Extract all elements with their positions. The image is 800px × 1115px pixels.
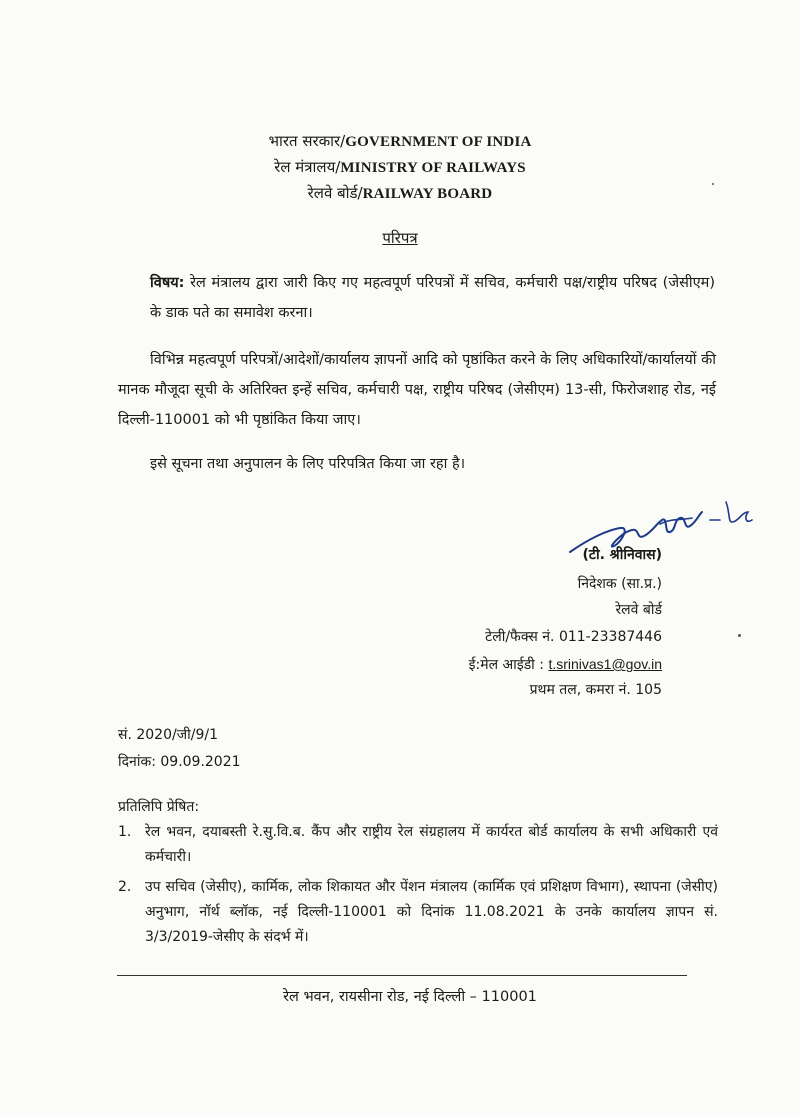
scan-speck <box>712 183 714 185</box>
signatory-phone: टेली/फैक्स नं. 011-23387446 <box>485 629 662 645</box>
subject-paragraph <box>150 268 715 328</box>
list-item-text: रेल भवन, दयाबस्ती रे.सु.वि.ब. कैंप और राष्ट्रीय रेल संग्रहालय में कार्यरत बोर्ड कार्यालय के सभी अधिकारी एवं कर्मचारी। <box>145 824 718 865</box>
subject-text: रेल मंत्रालय द्वारा जारी किए गए महत्वपूर्ण परिपत्रों में सचिव, कर्मचारी पक्ष/राष्ट्रीय परिषद (जेसीएम) के डाक पते का समावेश करना। <box>150 275 715 321</box>
email-label: ई:मेल आईडी : <box>468 657 549 673</box>
list-item <box>118 875 718 950</box>
email-link[interactable]: t.srinivas1@gov.in <box>548 656 662 672</box>
letterhead-government: भारत सरकार/GOVERNMENT OF INDIA <box>268 132 532 150</box>
scan-speck <box>738 634 741 637</box>
signatory-office: रेलवे बोर्ड <box>615 602 662 618</box>
list-item-number: 2. <box>118 879 132 895</box>
signature-block <box>420 490 740 720</box>
body-paragraph-2: इसे सूचना तथा अनुपालन के लिए परिपत्रित किया जा रहा है। <box>150 456 466 472</box>
list-item-number: 1. <box>118 824 132 840</box>
signatory-room: प्रथम तल, कमरा नं. 105 <box>529 682 662 698</box>
document-title: परिपत्र <box>382 229 418 247</box>
signatory-name: (टी. श्रीनिवास) <box>582 547 662 563</box>
reference-date: दिनांक: 09.09.2021 <box>118 754 241 770</box>
subject-label: विषय: <box>150 275 185 291</box>
list-item-text: उप सचिव (जेसीए), कार्मिक, लोक शिकायत और पेंशन मंत्रालय (कार्मिक एवं प्रशिक्षण विभाग), स्थापना (जेसीए) अनुभाग, नॉर्थ ब्लॉक, नई दिल्ली-110001 को दिनांक 11.08.2021 के उनके कार्यालय ज्ञापन सं. 3/3/2019-जेसीए के संदर्भ में। <box>145 879 718 945</box>
signatory-email-line <box>469 652 662 676</box>
body-paragraph-1: विभिन्न महत्वपूर्ण परिपत्रों/आदेशों/कार्यालय ज्ञापनों आदि को पृष्ठांकित करने के लिए अधिकारियों/कार्यालयों की मानक मौजूदा सूची के अतिरिक्त इन्हें सचिव, कर्मचारी पक्ष, राष्ट्रीय परिषद (जेसीएम) 13-सी, फिरोजशाह रोड, नई दिल्ली-110001 को भी पृष्ठांकित किया जाए। <box>118 352 716 428</box>
reference-number: सं. 2020/जी/9/1 <box>118 727 218 743</box>
letterhead-board: रेलवे बोर्ड/RAILWAY BOARD <box>307 184 493 202</box>
signatory-designation: निदेशक (सा.प्र.) <box>577 576 662 592</box>
footer-divider <box>117 975 687 976</box>
letterhead <box>0 128 800 206</box>
letterhead-ministry: रेल मंत्रालय/MINISTRY OF RAILWAYS <box>274 158 526 176</box>
copy-to-list <box>118 820 718 955</box>
list-item <box>118 820 718 870</box>
footer-address: रेल भवन, रायसीना रोड, नई दिल्ली – 110001 <box>283 989 537 1005</box>
copy-to-heading: प्रतिलिपि प्रेषित: <box>118 799 200 815</box>
